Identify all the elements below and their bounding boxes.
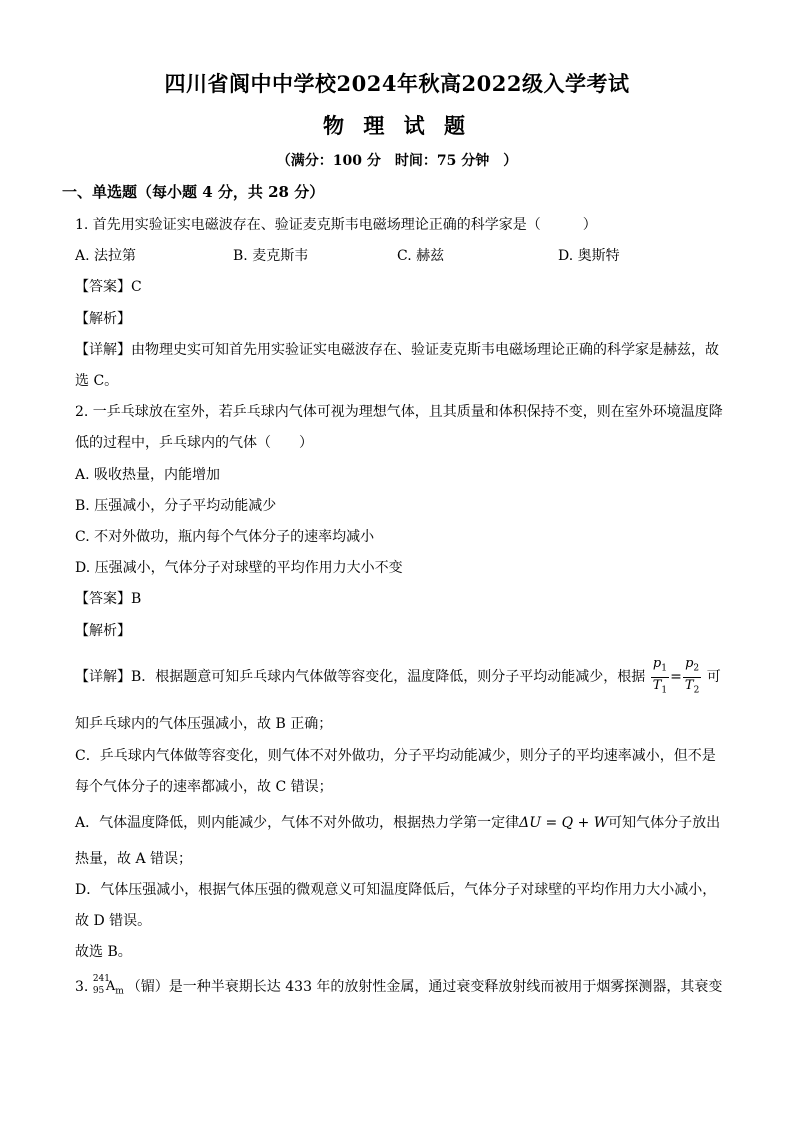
q1-detail-line-2: 选 C。 xyxy=(75,373,119,389)
q3-stem xyxy=(75,976,722,996)
q2-option-c: C. 不对外做功，瓶内每个气体分子的速率均减小 xyxy=(75,529,375,545)
exam-meta: （满分：100 分 时间：75 分钟 ） xyxy=(276,153,518,169)
q2-answer xyxy=(75,588,141,608)
q2-option-d: D. 压强减小，气体分子对球壁的平均作用力大小不变 xyxy=(75,560,403,576)
q1-option-b: B. 麦克斯韦 xyxy=(233,248,309,264)
detail-tag: 【详解】 xyxy=(75,669,131,686)
q2-detail-b-line xyxy=(75,656,721,698)
answer-value: C xyxy=(131,279,142,295)
q2-conclusion: 故选 B。 xyxy=(75,944,132,960)
section-heading: 一、单选题（每小题 4 分，共 28 分） xyxy=(62,183,325,201)
q2-detail-c-line-2: 每个气体分子的速率都减小，故 C 错误； xyxy=(75,779,333,795)
q2-option-b: B. 压强减小，分子平均动能减少 xyxy=(75,498,277,514)
q2-detail-a-line: A．气体温度降低，则内能减少，气体不对外做功，根据热力学第一定律ΔU = Q + W可知气体分子放出 xyxy=(75,815,721,831)
q2-analysis-tag: 【解析】 xyxy=(75,623,131,639)
q3-number: 3. xyxy=(75,979,89,995)
q3-text: （镅）是一种半衰期长达 433 年的放射性金属，通过衰变释放射线而被用于烟雾探测器，其衰变 xyxy=(126,979,723,995)
q1-option-d: D. 奥斯特 xyxy=(558,248,620,264)
q1-detail-line xyxy=(75,339,719,359)
q1-option-a: A. 法拉第 xyxy=(75,248,137,264)
first-law-formula: ΔU = Q + W xyxy=(519,815,609,831)
q2-option-a: A. 吸收热量，内能增加 xyxy=(75,467,221,483)
q2-detail-b-line-2: 知乒乓球内的气体压强减小，故 B 正确； xyxy=(75,716,333,732)
fraction-p1-t1: $\frac{p_1}{T_1}$ xyxy=(652,656,668,696)
q2-stem-1: 2. 一乒乓球放在室外，若乒乓球内气体可视为理想气体，且其质量和体积保持不变，则在室外环境温度降 xyxy=(75,404,723,420)
equals-sign: = xyxy=(670,669,682,686)
q2-detail-c-line: C．乒乓球内气体做等容变化，则气体不对外做功，分子平均动能减少，则分子的平均速率减小，但不是 xyxy=(75,748,716,764)
q2-stem-2: 低的过程中，乒乓球内的气体（ ） xyxy=(75,435,313,451)
q1-answer xyxy=(75,276,142,296)
answer-tag: 【答案】 xyxy=(75,591,131,607)
detail-text: B．根据题意可知乒乓球内气体做等容变化，温度降低，则分子平均动能减少，根据 xyxy=(131,669,646,686)
q2-detail-d-line: D．气体压强减小，根据气体压强的微观意义可知温度降低后，气体分子对球壁的平均作用力大小减小， xyxy=(75,882,717,898)
q1-analysis-tag: 【解析】 xyxy=(75,311,131,327)
q1-option-c: C. 赫兹 xyxy=(397,248,445,264)
americium-isotope: 241 95 $A_m$ xyxy=(92,974,124,997)
q2-detail-d-line-2: 故 D 错误。 xyxy=(75,913,152,929)
detail-tag: 【详解】 xyxy=(75,342,131,358)
detail-text: 由物理史实可知首先用实验证实电磁波存在、验证麦克斯韦电磁场理论正确的科学家是赫兹，故 xyxy=(131,342,719,358)
subject-title: 物 理 试 题 xyxy=(323,113,471,138)
q2-detail-a-line-2: 热量，故 A 错误； xyxy=(75,851,193,867)
fraction-p2-t2: $\frac{p_2}{T_2}$ xyxy=(684,656,700,696)
q1-stem: 1. 首先用实验证实电磁波存在、验证麦克斯韦电磁场理论正确的科学家是（ ） xyxy=(75,217,597,233)
exam-title: 四川省阆中中学校2024年秋高2022级入学考试 xyxy=(164,71,630,96)
answer-value: B xyxy=(131,591,142,607)
answer-tag: 【答案】 xyxy=(75,279,131,295)
detail-text-end: 可 xyxy=(706,669,721,686)
